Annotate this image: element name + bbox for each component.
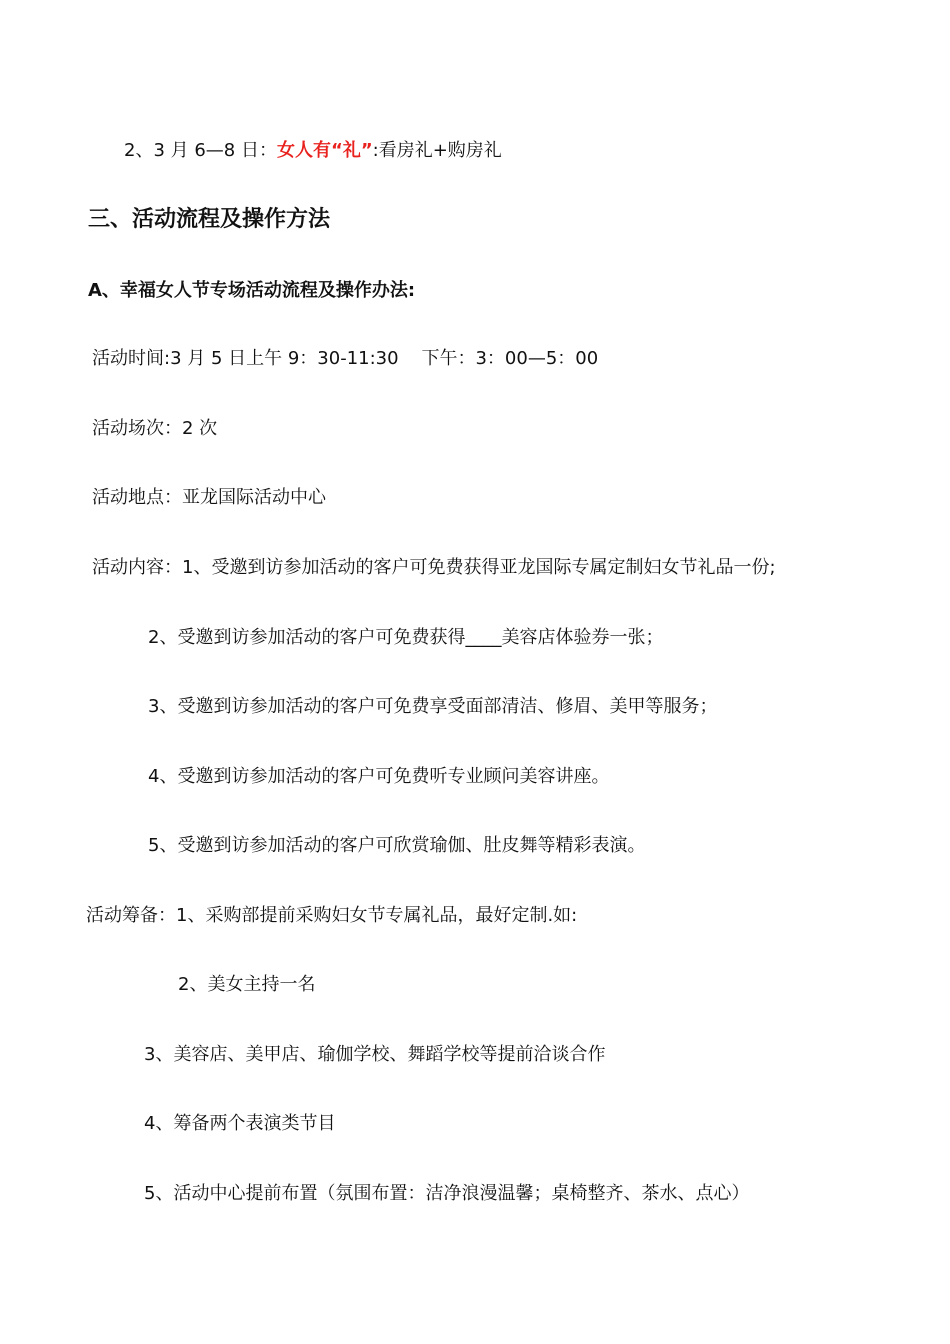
- activity-prep-item-3: 3、美容店、美甲店、瑜伽学校、舞蹈学校等提前洽谈合作: [144, 1044, 606, 1065]
- activity-sessions: 活动场次：2 次: [92, 418, 218, 439]
- activity-content-item-4: 4、受邀到访参加活动的客户可免费听专业顾问美容讲座。: [148, 766, 610, 787]
- gift-dates-prefix: 2、3 月 6—8 日：: [124, 140, 277, 161]
- activity-content-item-5: 5、受邀到访参加活动的客户可欣赏瑜伽、肚皮舞等精彩表演。: [148, 835, 646, 856]
- activity-location: 活动地点：亚龙国际活动中心: [92, 487, 326, 508]
- section-a-heading: A、幸福女人节专场活动流程及操作办法:: [88, 280, 416, 301]
- activity-prep-item-4: 4、筹备两个表演类节目: [144, 1113, 336, 1134]
- activity-content-item-2: 2、受邀到访参加活动的客户可免费获得____美容店体验券一张；: [148, 627, 664, 648]
- activity-prep-item-5: 5、活动中心提前布置（氛围布置：洁净浪漫温馨；桌椅整齐、茶水、点心）: [144, 1183, 750, 1204]
- activity-time: 活动时间:3 月 5 日上午 9：30-11:30 下午：3：00—5：00: [92, 348, 599, 369]
- activity-content-item-1: 活动内容：1、受邀到访参加活动的客户可免费获得亚龙国际专属定制妇女节礼品一份;: [92, 557, 776, 578]
- gift-dates-suffix: :看房礼+购房礼: [372, 140, 502, 161]
- section-3-heading: 三、活动流程及操作方法: [88, 207, 331, 232]
- activity-prep-item-1: 活动筹备：1、采购部提前采购妇女节专属礼品，最好定制.如:: [86, 905, 578, 926]
- list-item-gift-dates: [124, 139, 502, 163]
- activity-prep-item-2: 2、美女主持一名: [178, 974, 316, 995]
- gift-highlight-text: 女人有“礼”: [276, 140, 373, 161]
- activity-content-item-3: 3、受邀到访参加活动的客户可免费享受面部清洁、修眉、美甲等服务；: [148, 696, 718, 717]
